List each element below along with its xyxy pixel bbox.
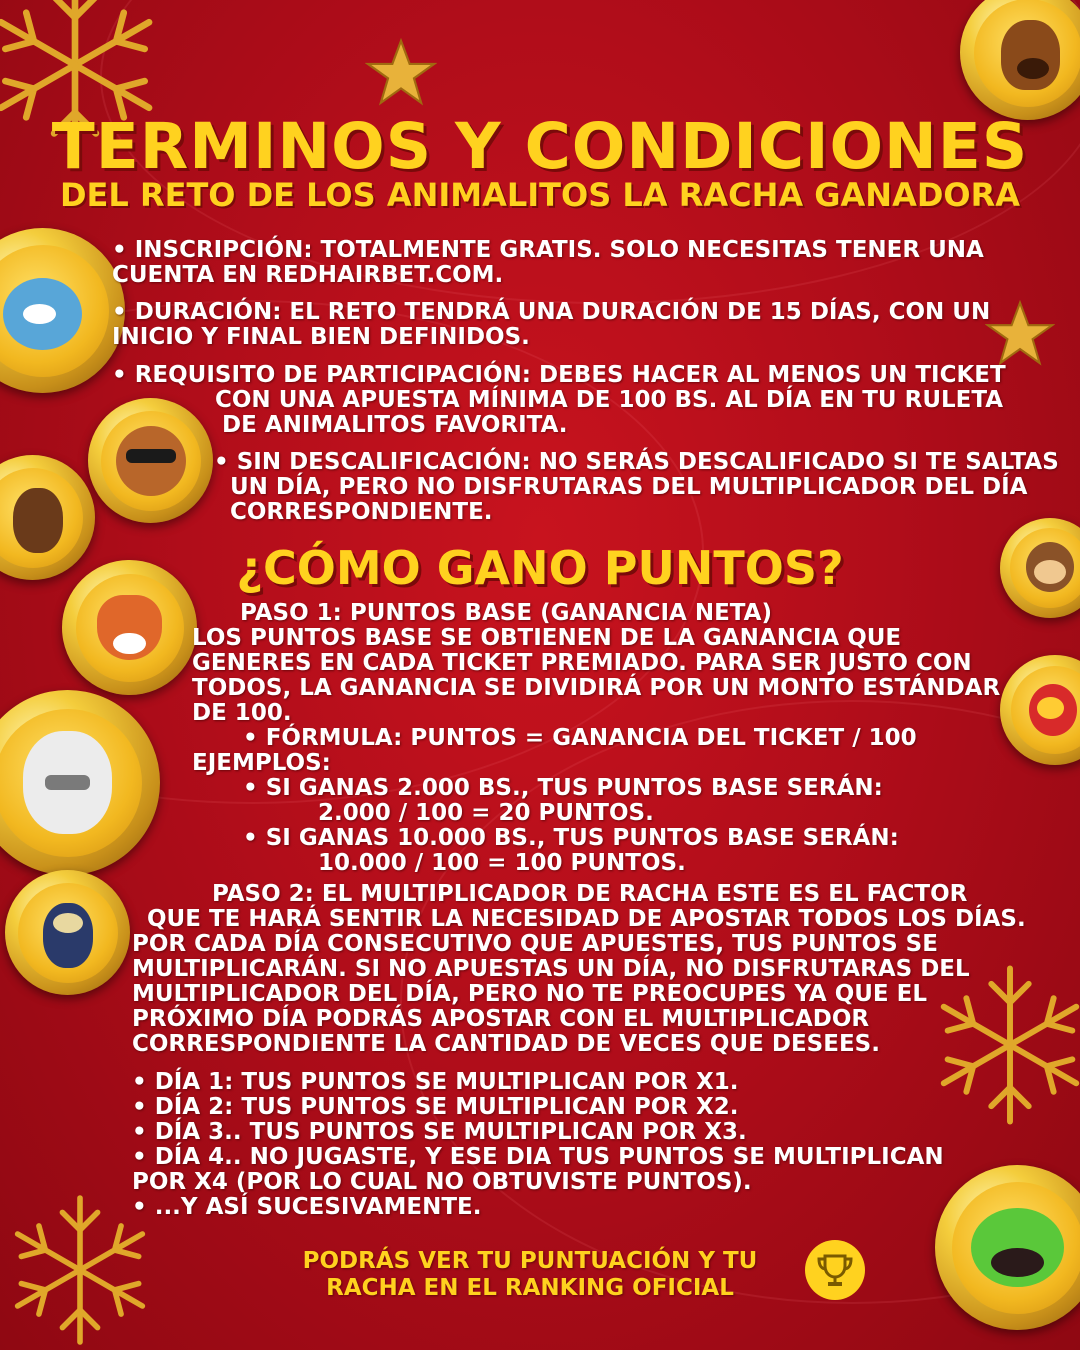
day-item: • DÍA 3.. TUS PUNTOS SE MULTIPLICAN POR X3.: [132, 1119, 747, 1145]
example-1-calc: 2.000 / 100 = 20 PUNTOS.: [318, 800, 654, 826]
example-2-calc: 10.000 / 100 = 100 PUNTOS.: [318, 850, 686, 876]
step2-line: CORRESPONDIENTE LA CANTIDAD DE VECES QUE DESEES.: [132, 1031, 880, 1057]
rule-inscripcion-line1: • INSCRIPCIÓN: TOTALMENTE GRATIS. SOLO NECESITAS TENER UNA: [112, 237, 984, 263]
step1-line: TODOS, LA GANANCIA SE DIVIDIRÁ POR UN MONTO ESTÁNDAR: [192, 675, 1001, 701]
footer-line-1: PODRÁS VER TU PUNTUACIÓN Y TU: [302, 1248, 758, 1274]
animal-coin-icon: [5, 870, 130, 995]
rule-duracion-line1: • DURACIÓN: EL RETO TENDRÁ UNA DURACIÓN DE 15 DÍAS, CON UN: [112, 299, 991, 325]
step2-line: PASO 2: EL MULTIPLICADOR DE RACHA ESTE ES EL FACTOR: [212, 881, 968, 907]
day-item: • DÍA 1: TUS PUNTOS SE MULTIPLICAN POR X1.: [132, 1069, 739, 1095]
rule-descalificacion-line1: • SIN DESCALIFICACIÓN: NO SERÁS DESCALIFICADO SI TE SALTAS: [214, 449, 1059, 475]
star-icon: [985, 300, 1055, 370]
day-item: POR X4 (POR LO CUAL NO OBTUVISTE PUNTOS).: [132, 1169, 752, 1195]
footer-line-2: RACHA EN EL RANKING OFICIAL: [326, 1275, 734, 1301]
step2-line: QUE TE HARÁ SENTIR LA NECESIDAD DE APOSTAR TODOS LOS DÍAS.: [147, 906, 1026, 932]
star-icon: [365, 38, 437, 110]
section-title: ¿CÓMO GANO PUNTOS?: [236, 541, 844, 595]
step2-line: MULTIPLICARÁN. SI NO APUESTAS UN DÍA, NO DISFRUTARAS DEL: [132, 956, 970, 982]
page-title: TERMINOS Y CONDICIONES: [51, 110, 1029, 183]
examples-label: EJEMPLOS:: [192, 750, 331, 776]
snowflake-icon: [925, 960, 1080, 1130]
day-item: • DÍA 2: TUS PUNTOS SE MULTIPLICAN POR X2.: [132, 1094, 739, 1120]
example-2: • SI GANAS 10.000 BS., TUS PUNTOS BASE SERÁN:: [243, 825, 899, 851]
step1-line: LOS PUNTOS BASE SE OBTIENEN DE LA GANANCIA QUE: [192, 625, 902, 651]
animal-coin-icon: [935, 1165, 1080, 1330]
step2-line: PRÓXIMO DÍA PODRÁS APOSTAR CON EL MULTIPLICADOR: [132, 1006, 870, 1032]
rule-descalificacion-line3: CORRESPONDIENTE.: [230, 499, 493, 525]
rule-inscripcion-line2: CUENTA EN REDHAIRBET.COM.: [112, 262, 504, 288]
step1-heading: PASO 1: PUNTOS BASE (GANANCIA NETA): [240, 600, 772, 626]
animal-coin-icon: [88, 398, 213, 523]
rule-requisito-line1: • REQUISITO DE PARTICIPACIÓN: DEBES HACER AL MENOS UN TICKET: [112, 362, 1006, 388]
rule-requisito-line2: CON UNA APUESTA MÍNIMA DE 100 BS. AL DÍA EN TU RULETA: [215, 387, 1004, 413]
rule-duracion-line2: INICIO Y FINAL BIEN DEFINIDOS.: [112, 324, 530, 350]
page-subtitle: DEL RETO DE LOS ANIMALITOS LA RACHA GANADORA: [59, 176, 1021, 214]
step1-line: GENERES EN CADA TICKET PREMIADO. PARA SER JUSTO CON: [192, 650, 972, 676]
formula: • FÓRMULA: PUNTOS = GANANCIA DEL TICKET / 100: [243, 725, 917, 751]
example-1: • SI GANAS 2.000 BS., TUS PUNTOS BASE SERÁN:: [243, 775, 883, 801]
step2-line: POR CADA DÍA CONSECUTIVO QUE APUESTES, TUS PUNTOS SE: [132, 931, 938, 957]
step2-line: MULTIPLICADOR DEL DÍA, PERO NO TE PREOCUPES YA QUE EL: [132, 981, 928, 1007]
day-item: • ...Y ASÍ SUCESIVAMENTE.: [132, 1194, 482, 1220]
step1-line: DE 100.: [192, 700, 292, 726]
rule-descalificacion-line2: UN DÍA, PERO NO DISFRUTARAS DEL MULTIPLICADOR DEL DÍA: [230, 474, 1028, 500]
footer-text: [260, 1248, 800, 1302]
trophy-icon: [805, 1240, 865, 1300]
day-item: • DÍA 4.. NO JUGASTE, Y ESE DIA TUS PUNTOS SE MULTIPLICAN: [132, 1144, 944, 1170]
rule-requisito-line3: DE ANIMALITOS FAVORITA.: [222, 412, 568, 438]
